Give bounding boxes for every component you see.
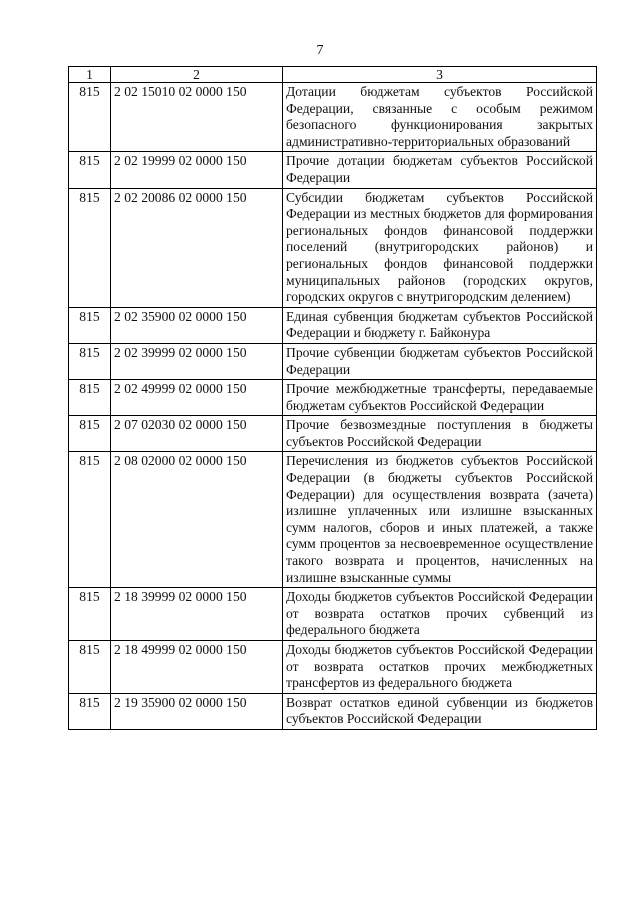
revenue-codes-table: [68, 66, 597, 730]
admin-code-cell: 815: [69, 641, 111, 694]
description-cell: Перечисления из бюджетов субъектов Российской Федерации (в бюджеты субъектов Российской Федерации) для осуществления возврата (зачета) излишне уплаченных или излишне взысканных сумм налогов, сборов и иных платежей, а также сумм процентов за несвоевременное осуществление такого возврата и процентов, начисленных на излишне взысканные суммы: [283, 452, 597, 588]
table-body: [69, 83, 597, 730]
page-number: 7: [316, 43, 324, 58]
budget-code-cell: 2 02 49999 02 0000 150: [111, 380, 283, 416]
description-cell: Доходы бюджетов субъектов Российской Федерации от возврата остатков прочих межбюджетных трансфертов из федерального бюджета: [283, 641, 597, 694]
admin-code-cell: 815: [69, 343, 111, 379]
table-row: [69, 693, 597, 729]
table-row: [69, 416, 597, 452]
table-row: [69, 343, 597, 379]
column-header-1: 1: [69, 67, 111, 83]
table-row: [69, 641, 597, 694]
table-row: [69, 188, 597, 307]
budget-code-cell: 2 02 35900 02 0000 150: [111, 307, 283, 343]
table-row: [69, 83, 597, 152]
column-header-2: 2: [111, 67, 283, 83]
description-cell: Доходы бюджетов субъектов Российской Федерации от возврата остатков прочих субвенций из федерального бюджета: [283, 588, 597, 641]
admin-code-cell: 815: [69, 588, 111, 641]
description-cell: Возврат остатков единой субвенции из бюджетов субъектов Российской Федерации: [283, 693, 597, 729]
table-row: [69, 452, 597, 588]
admin-code-cell: 815: [69, 380, 111, 416]
table-row: [69, 588, 597, 641]
admin-code-cell: 815: [69, 188, 111, 307]
budget-code-cell: 2 07 02030 02 0000 150: [111, 416, 283, 452]
description-cell: Прочие субвенции бюджетам субъектов Российской Федерации: [283, 343, 597, 379]
column-header-3: 3: [283, 67, 597, 83]
description-cell: Прочие межбюджетные трансферты, передаваемые бюджетам субъектов Российской Федерации: [283, 380, 597, 416]
description-cell: Дотации бюджетам субъектов Российской Федерации, связанные с особым режимом безопасного функционирования закрытых административно-территориальных образований: [283, 83, 597, 152]
admin-code-cell: 815: [69, 416, 111, 452]
admin-code-cell: 815: [69, 152, 111, 188]
budget-code-cell: 2 08 02000 02 0000 150: [111, 452, 283, 588]
table-header-row: [69, 67, 597, 83]
admin-code-cell: 815: [69, 307, 111, 343]
budget-code-cell: 2 02 39999 02 0000 150: [111, 343, 283, 379]
budget-code-cell: 2 18 49999 02 0000 150: [111, 641, 283, 694]
table-row: [69, 380, 597, 416]
admin-code-cell: 815: [69, 452, 111, 588]
budget-code-cell: 2 02 15010 02 0000 150: [111, 83, 283, 152]
description-cell: Прочие дотации бюджетам субъектов Российской Федерации: [283, 152, 597, 188]
budget-code-cell: 2 02 20086 02 0000 150: [111, 188, 283, 307]
budget-code-cell: 2 19 35900 02 0000 150: [111, 693, 283, 729]
table-row: [69, 307, 597, 343]
description-cell: Единая субвенция бюджетам субъектов Российской Федерации и бюджету г. Байконура: [283, 307, 597, 343]
admin-code-cell: 815: [69, 693, 111, 729]
table-row: [69, 152, 597, 188]
admin-code-cell: 815: [69, 83, 111, 152]
description-cell: Субсидии бюджетам субъектов Российской Федерации из местных бюджетов для формирования региональных фондов финансовой поддержки поселений (внутригородских районов) и региональных фондов финансовой поддержки муниципальных районов (городских округов, городских округов с внутригородским делением): [283, 188, 597, 307]
description-cell: Прочие безвозмездные поступления в бюджеты субъектов Российской Федерации: [283, 416, 597, 452]
budget-code-cell: 2 18 39999 02 0000 150: [111, 588, 283, 641]
budget-code-cell: 2 02 19999 02 0000 150: [111, 152, 283, 188]
